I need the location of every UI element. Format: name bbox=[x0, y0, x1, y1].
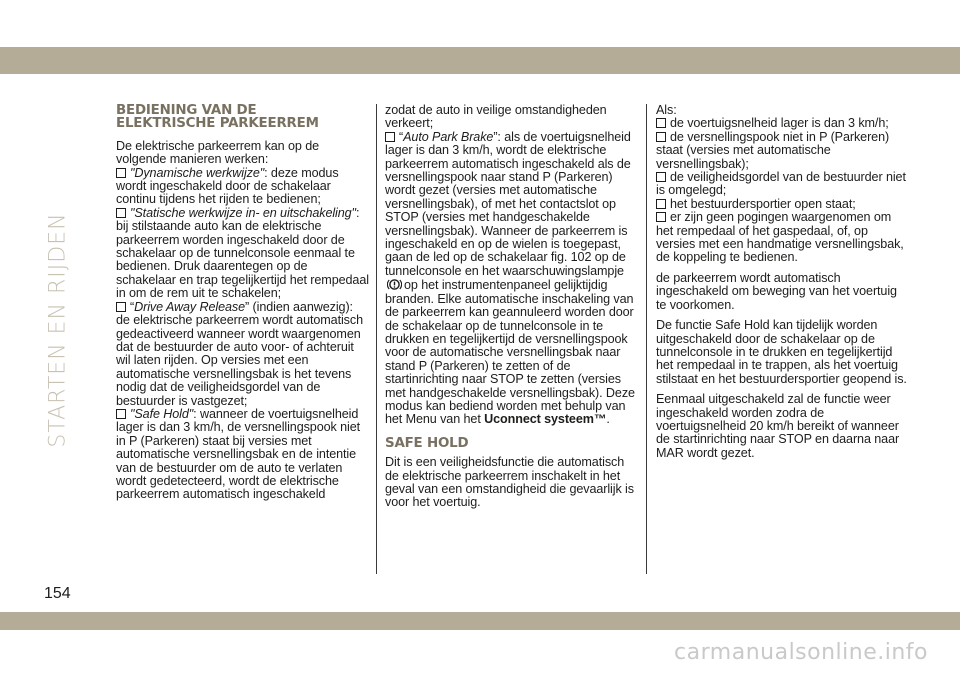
item-text: : bij stilstaande auto kan de elektrische parkeerrem worden ingeschakeld door de schakelaar op de tunnelconsole eenmaal te bedienen. Druk daarentegen op de schakelaar en trap tegelijkertijd het rempedaal in om de rem uit te schakelen; bbox=[116, 205, 369, 301]
heading-safe-hold: SAFE HOLD bbox=[385, 435, 469, 451]
condition-item bbox=[656, 117, 908, 130]
brake-warning-light-icon bbox=[387, 278, 402, 291]
column-3 bbox=[656, 104, 908, 460]
continued-text: zodat de auto in veilige omstandigheden verkeert; bbox=[385, 103, 607, 131]
column-divider-1 bbox=[376, 104, 377, 574]
checkbox-bullet-icon bbox=[116, 168, 126, 178]
item-title: Auto Park Brake bbox=[403, 129, 494, 144]
condition-item bbox=[656, 198, 908, 211]
uconnect-menu-label: Uconnect systeem™ bbox=[484, 412, 607, 427]
condition-item bbox=[656, 171, 908, 198]
condition-item bbox=[656, 131, 908, 171]
top-color-bar bbox=[0, 47, 960, 74]
top-band bbox=[0, 0, 960, 74]
reenable-paragraph: Eenmaal uitgeschakeld zal de functie weer ingeschakeld worden zodra de voertuigsnelheid 20 km/h bereikt of wanneer de startinrichting naar STOP en daarna naar MAR wordt gezet. bbox=[656, 392, 900, 460]
open-quote: “ bbox=[130, 299, 135, 314]
item-title: "Statische werkwijze in- en uitschakeling" bbox=[130, 205, 356, 220]
checkbox-bullet-icon bbox=[116, 208, 126, 218]
item-end: . bbox=[606, 412, 610, 427]
checkbox-bullet-icon bbox=[116, 302, 126, 312]
item-text: : deze modus wordt ingeschakeld door de schakelaar continu tijdens het rijden te bedienen; bbox=[116, 165, 339, 207]
page-number: 154 bbox=[44, 585, 71, 602]
checkbox-bullet-icon bbox=[656, 212, 666, 222]
checkbox-bullet-icon bbox=[656, 132, 666, 142]
item-title: "Safe Hold" bbox=[130, 406, 194, 421]
condition-text: het bestuurdersportier open staat; bbox=[670, 196, 856, 211]
bottom-color-bar bbox=[0, 612, 960, 630]
item-text-a: : als de voertuigsnelheid lager is dan 3 km/h, wordt de elektrische parkeerrem automatisch ingeschakeld als de versnellingspook naar stand P (Parkeren) wordt gezet (versies met automatische versnellingsbak), of met het contactslot op STOP (versies met handgeschakelde versnellingsbak). Wanneer de parkeerrem is ingeschakeld en op de wielen is toegepast, gaan de led op de schakelaar fig. 102 op de tunnelconsole en het waarschuwingslampje bbox=[385, 129, 631, 278]
condition-text: de versnellingspook niet in P (Parkeren) staat (versies met automatische versnellingsbak); bbox=[656, 129, 890, 171]
list-item-auto-park-brake bbox=[385, 131, 637, 427]
heading-line-2: ELEKTRISCHE PARKEERREM bbox=[116, 116, 319, 132]
checkbox-bullet-icon bbox=[656, 199, 666, 209]
checkbox-bullet-icon bbox=[385, 132, 395, 142]
item-text-b: op het instrumentenpaneel gelijktijdig branden. Elke automatische inschakeling van de parkeerrem kan geannuleerd worden door de schakelaar op de tunnelconsole in te drukken en tegelijkertijd de versnellingspook voor de automatische versnellingsbak naar stand P (Parkeren) te zetten of de startinrichting naar STOP te zetten (versies met handgeschakelde versnellingsbak). Deze modus kan bediend worden met behulp van het Menu van het bbox=[385, 278, 635, 427]
column-divider-2 bbox=[646, 104, 647, 574]
heading-line-1: BEDIENING VAN DE bbox=[116, 103, 257, 118]
intro-paragraph: De elektrische parkeerrem kan op de volgende manieren werken: bbox=[116, 138, 319, 167]
checkbox-bullet-icon bbox=[116, 409, 126, 419]
checkbox-bullet-icon bbox=[656, 118, 666, 128]
section-side-label: STARTEN EN RIJDEN bbox=[45, 212, 71, 448]
close-quote: ” bbox=[493, 129, 498, 144]
column-1 bbox=[116, 104, 370, 502]
item-text: : wanneer de voertuigsnelheid lager is dan 3 km/h, de versnellingspook niet in P (Parkeren) staat bij versies met automatische versnellingsbak en de intentie van de bestuurder om de auto te verlaten wordt gedetecteerd, wordt de elektrische parkeerrem automatisch ingeschakeld bbox=[116, 406, 361, 502]
checkbox-bullet-icon bbox=[656, 172, 666, 182]
heading-electric-parking-brake bbox=[116, 104, 370, 131]
item-title: Drive Away Release bbox=[134, 299, 246, 314]
item-text: (indien aanwezig): de elektrische parkeerrem wordt automatisch gedeactiveerd wanneer wordt waargenomen dat de bestuurder de auto voor- of achteruit wil laten rijden. Op versies met een automatische versnellingsbak is het tevens nodig dat de veiligheidsgordel van de bestuurder is vastgezet; bbox=[116, 299, 363, 408]
item-title: "Dynamische werkwijze" bbox=[130, 165, 265, 180]
list-item-safe-hold bbox=[116, 408, 370, 502]
list-item-drive-away bbox=[116, 301, 370, 408]
column-2 bbox=[385, 104, 637, 510]
watermark-text: carmanualsonline.info bbox=[674, 640, 928, 665]
disable-paragraph: De functie Safe Hold kan tijdelijk worden uitgeschakeld door de schakelaar op de tunnelconsole in te drukken en tegelijkertijd het rempedaal in te trappen, als het voertuig stilstaat en het bestuurdersportier geopend is. bbox=[656, 318, 907, 386]
list-item-dynamic bbox=[116, 167, 370, 207]
condition-item bbox=[656, 211, 908, 265]
condition-text: er zijn geen pogingen waargenomen om het rempedaal of het gaspedaal, of, op versies met een handmatige versnellingsbak, de koppeling te bedienen. bbox=[656, 210, 904, 265]
condition-text: de voertuigsnelheid lager is dan 3 km/h; bbox=[670, 116, 889, 131]
close-quote: ” bbox=[245, 299, 250, 314]
condition-text: de veiligheidsgordel van de bestuurder niet is omgelegd; bbox=[656, 170, 906, 198]
result-paragraph: de parkeerrem wordt automatisch ingeschakeld om beweging van het voertuig te voorkomen. bbox=[656, 270, 897, 312]
open-quote: “ bbox=[399, 129, 404, 144]
list-item-static bbox=[116, 207, 370, 301]
safe-hold-paragraph: Dit is een veiligheidsfunctie die automatisch de elektrische parkeerrem inschakelt in het geval van een omstandigheid die gevaarlijk is voor het voertuig. bbox=[385, 455, 634, 510]
conditions-intro: Als: bbox=[656, 103, 677, 117]
